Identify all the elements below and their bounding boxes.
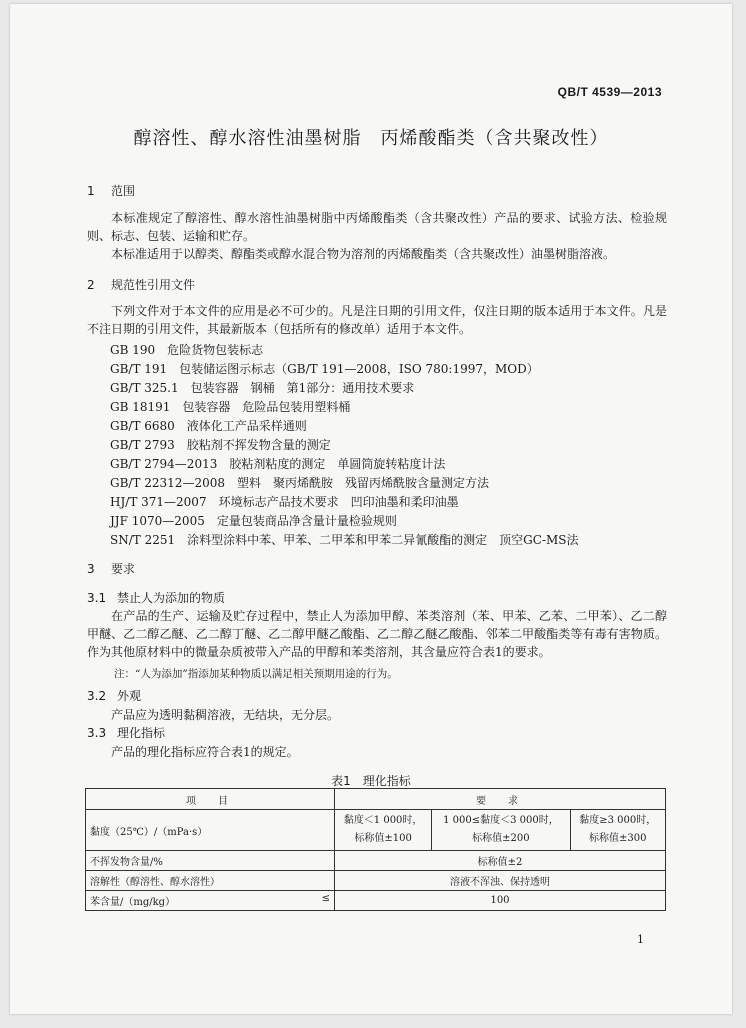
section-number: 1 <box>87 184 95 198</box>
viscosity-cell <box>335 810 432 851</box>
subsection-title: 外观 <box>117 689 142 703</box>
subsection-3-1-paragraph: 在产品的生产、运输及贮存过程中，禁止人为添加甲醇、苯类溶剂（苯、甲苯、乙苯、二甲苯）、乙二醇甲醚、乙二醇乙醚、乙二醇丁醚、乙二醇甲醚乙酸酯、乙二醇乙醚乙酸酯、邻苯二甲酸酯类等有毒有害物质。作为其他原材料中的微量杂质被带入产品的甲醇和苯类溶剂，其含量应符合表1的要求。 <box>87 609 667 659</box>
subsection-3-2-heading <box>87 687 141 704</box>
table-header-row <box>86 789 666 810</box>
section-title: 范围 <box>111 184 136 198</box>
reference-item: JJF 1070—2005 定量包装商品净含量计量检验规则 <box>110 514 397 528</box>
table-row <box>86 810 666 851</box>
section-1-paragraph-2: 本标准适用于以醇类、醇酯类或醇水混合物为溶剂的丙烯酸酯类（含共聚改性）油墨树脂溶液。 <box>111 247 616 261</box>
section-number: 3 <box>87 562 95 576</box>
document-title: 醇溶性、醇水溶性油墨树脂 丙烯酸酯类（含共聚改性） <box>133 128 609 149</box>
section-1-paragraph-1: 本标准规定了醇溶性、醇水溶性油墨树脂中丙烯酸酯类（含共聚改性）产品的要求、试验方法、检验规则、标志、包装、运输和贮存。 <box>87 211 667 243</box>
reference-item: GB/T 22312—2008 塑料 聚丙烯酰胺 残留丙烯酰胺含量测定方法 <box>110 476 489 490</box>
viscosity-cell <box>432 810 570 851</box>
row-value: 标称值±2 <box>335 851 666 871</box>
subsection-number: 3.2 <box>87 689 107 703</box>
reference-item: GB/T 191 包装储运图示标志（GB/T 191—2008，ISO 780:1997，MOD） <box>110 362 539 376</box>
subsection-title: 理化指标 <box>117 726 166 740</box>
subsection-3-3-heading <box>87 724 165 741</box>
section-title: 规范性引用文件 <box>111 278 196 292</box>
section-1-heading <box>87 182 135 199</box>
reference-item: SN/T 2251 涂料型涂料中苯、甲苯、二甲苯和甲苯二异氰酸酯的测定 顶空GC-MS法 <box>110 533 579 547</box>
reference-item: HJ/T 371—2007 环境标志产品技术要求 凹印油墨和柔印油墨 <box>110 495 459 509</box>
reference-item: GB/T 325.1 包装容器 钢桶 第1部分：通用技术要求 <box>110 381 415 395</box>
viscosity-cell <box>570 810 665 851</box>
reference-item: GB 18191 包装容器 危险品包装用塑料桶 <box>110 400 351 414</box>
subsection-number: 3.3 <box>87 726 107 740</box>
viscosity-condition: 黏度＜1 000时， <box>343 815 423 826</box>
subsection-3-1-heading <box>87 589 225 606</box>
table-caption: 表1 理化指标 <box>331 774 411 788</box>
reference-item: GB/T 6680 液体化工产品采样通则 <box>110 419 307 433</box>
standard-code: QB/T 4539—2013 <box>557 85 662 99</box>
subsection-3-2-paragraph: 产品应为透明黏稠溶液，无结块，无分层。 <box>111 708 340 722</box>
row-value: 溶液不浑浊、保持透明 <box>335 871 666 891</box>
viscosity-tolerance: 标称值±100 <box>354 833 412 844</box>
row-label: 苯含量/（mg/kg） <box>90 897 176 908</box>
reference-item: GB/T 2793 胶粘剂不挥发物含量的测定 <box>110 438 331 452</box>
viscosity-tolerance: 标称值±200 <box>472 833 530 844</box>
document-page <box>10 4 732 1014</box>
section-2-heading <box>87 276 195 293</box>
table-row <box>86 851 666 871</box>
row-label: 不挥发物含量/% <box>86 851 335 871</box>
header-item: 项 目 <box>86 789 335 810</box>
section-3-heading <box>87 560 135 577</box>
limit-symbol: ≤ <box>321 893 330 904</box>
viscosity-condition: 1 000≤黏度＜3 000时， <box>443 815 559 826</box>
note: 注：“人为添加”指添加某种物质以满足相关预期用途的行为。 <box>114 668 398 680</box>
viscosity-tolerance: 标称值±300 <box>589 833 647 844</box>
reference-item: GB/T 2794—2013 胶粘剂粘度的测定 单圆筒旋转粘度计法 <box>110 457 446 471</box>
subsection-number: 3.1 <box>87 591 107 605</box>
row-label-cell <box>86 891 335 911</box>
section-title: 要求 <box>111 562 136 576</box>
subsection-3-3-paragraph: 产品的理化指标应符合表1的规定。 <box>111 745 299 759</box>
section-2-intro: 下列文件对于本文件的应用是必不可少的。凡是注日期的引用文件，仅注日期的版本适用于本文件。凡是不注日期的引用文件，其最新版本（包括所有的修改单）适用于本文件。 <box>87 304 667 336</box>
row-label: 黏度（25℃）/（mPa·s） <box>86 810 335 851</box>
reference-item: GB 190 危险货物包装标志 <box>110 343 264 357</box>
section-number: 2 <box>87 278 95 292</box>
viscosity-condition: 黏度≥3 000时， <box>579 815 657 826</box>
header-requirement: 要 求 <box>335 789 666 810</box>
table-row <box>86 871 666 891</box>
page-number: 1 <box>637 933 644 946</box>
table-row <box>86 891 666 911</box>
row-label: 溶解性（醇溶性、醇水溶性） <box>86 871 335 891</box>
row-value: 100 <box>335 891 666 911</box>
subsection-title: 禁止人为添加的物质 <box>117 591 226 605</box>
spec-table <box>85 788 666 911</box>
